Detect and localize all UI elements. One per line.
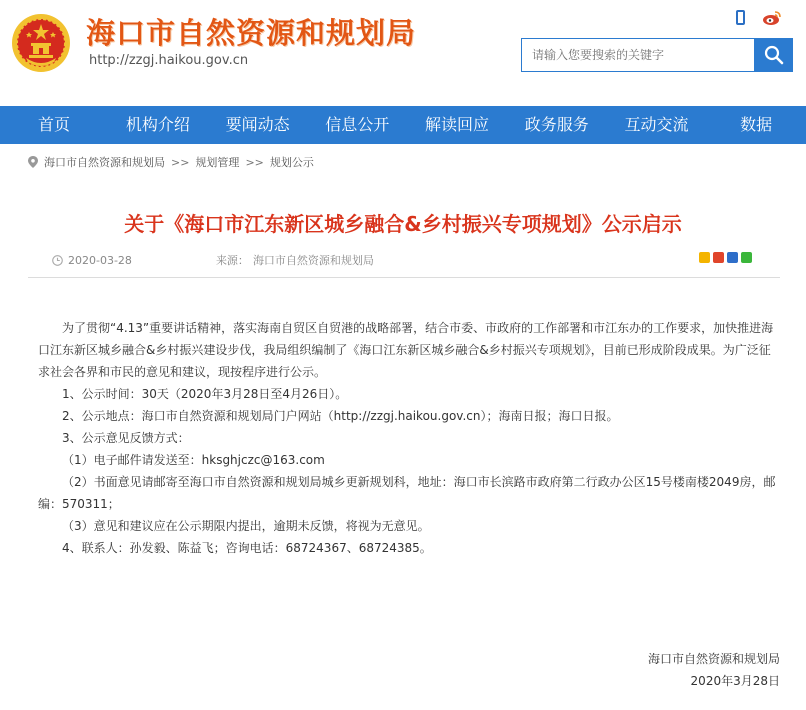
paragraph-email: （1）电子邮件请发送至：hksghjczc@163.com <box>62 453 325 467</box>
breadcrumb-item-current[interactable]: 规划公示 <box>269 156 314 169</box>
mobile-phone-icon[interactable] <box>736 10 745 25</box>
search-button[interactable] <box>755 38 793 72</box>
nav-item-home[interactable]: 首页 <box>37 115 70 134</box>
signature-org: 海口市自然资源和规划局 <box>647 652 780 666</box>
site-url[interactable]: http://zzgj.haikou.gov.cn <box>89 53 249 68</box>
source-label: 来源： <box>215 254 249 267</box>
paragraph-time: 1、公示时间：30天（2020年3月28日至4月26日）。 <box>62 387 348 401</box>
breadcrumb-item-home[interactable]: 海口市自然资源和规划局 <box>44 156 165 169</box>
signature-date: 2020年3月28日 <box>690 674 780 688</box>
location-pin-icon <box>28 156 38 168</box>
signature <box>648 648 780 692</box>
paragraph-intro: 为了贯彻“4.13”重要讲话精神，落实海南自贸区自贸港的战略部署，结合市委、市政府的工作部署和市江东办的工作要求，加快推进海口江东新区城乡融合&乡村振兴建设步伐，我局组织编制了《海口江东新区城乡融合&乡村振兴专项规划》，目前已形成阶段成果。为广泛征求社会各界和市民的意见和建议，现按程序进行公示。 <box>38 321 774 379</box>
nav-item-services[interactable]: 政务服务 <box>524 115 589 134</box>
main-nav <box>0 106 806 144</box>
paragraph-feedback: 3、公示意见反馈方式： <box>62 431 190 445</box>
national-emblem-logo[interactable] <box>10 12 72 74</box>
top-icons <box>726 10 786 30</box>
nav-item-about[interactable]: 机构介绍 <box>125 115 190 134</box>
share-buttons <box>696 252 752 263</box>
article-title: 关于《海口市江东新区城乡融合&乡村振兴专项规划》公示启示 <box>124 212 682 236</box>
nav-item-data[interactable]: 数据 <box>740 115 773 134</box>
clock-icon <box>52 255 63 266</box>
nav-item-interaction[interactable]: 互动交流 <box>624 115 689 134</box>
site-header <box>0 0 806 106</box>
nav-item-news[interactable]: 要闻动态 <box>225 115 290 134</box>
nav-item-public-info[interactable]: 信息公开 <box>325 115 390 134</box>
people-share-icon[interactable] <box>727 252 738 263</box>
paragraph-deadline: （3）意见和建议应在公示期限内提出，逾期未反馈，将视为无意见。 <box>62 519 430 533</box>
qzone-share-icon[interactable] <box>699 252 710 263</box>
article-body <box>38 317 776 559</box>
paragraph-contact: 4、联系人：孙发毅、陈益飞；咨询电话：68724367、68724385。 <box>62 541 432 555</box>
breadcrumb-separator: >> <box>245 155 264 169</box>
source-value: 海口市自然资源和规划局 <box>252 254 374 267</box>
site-title[interactable]: 海口市自然资源和规划局 <box>86 16 417 50</box>
search-box <box>521 38 755 72</box>
article-meta <box>52 252 374 268</box>
divider <box>28 277 780 278</box>
paragraph-mail: （2）书面意见请邮寄至海口市自然资源和规划局城乡更新规划科，地址：海口市长滨路市政府第二行政办公区15号楼南楼2049房，邮编：570311； <box>38 475 776 511</box>
paragraph-location: 2、公示地点：海口市自然资源和规划局门户网站（http://zzgj.haikou.gov.cn）；海南日报；海口日报。 <box>62 409 619 423</box>
breadcrumb-item-planning[interactable]: 规划管理 <box>195 156 240 169</box>
search-input[interactable] <box>522 39 742 71</box>
weibo-icon[interactable] <box>762 10 782 26</box>
publish-date: 2020-03-28 <box>68 253 132 267</box>
breadcrumb <box>28 154 314 170</box>
search-icon <box>764 45 784 65</box>
nav-item-interpretation[interactable]: 解读回应 <box>425 115 490 134</box>
breadcrumb-separator: >> <box>171 155 190 169</box>
weibo-share-icon[interactable] <box>713 252 724 263</box>
wechat-share-icon[interactable] <box>741 252 752 263</box>
